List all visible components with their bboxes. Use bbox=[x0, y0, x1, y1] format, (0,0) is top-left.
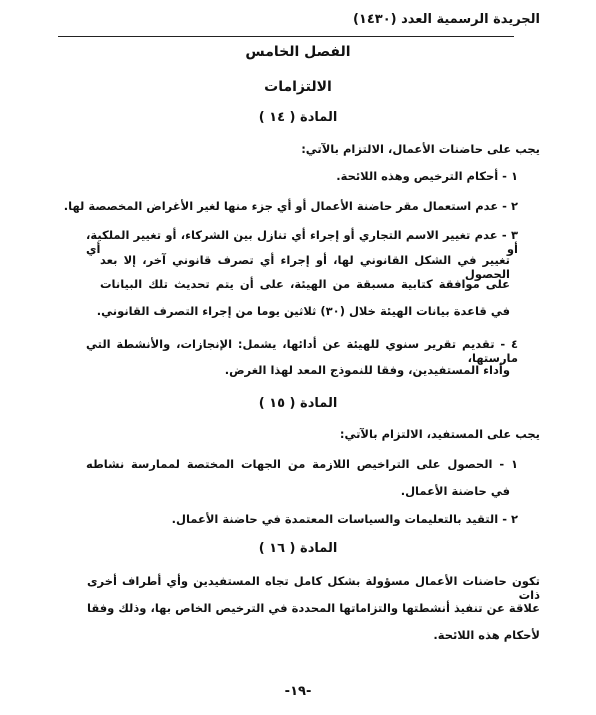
article-16-line-3: لأحكام هذه اللائحة. bbox=[433, 628, 540, 642]
article-14-item-3-line-4: في قاعدة بيانات الهيئة خلال (٣٠) ثلاثين يوما من إجراء التصرف القانوني. bbox=[96, 304, 510, 318]
article-14-item-4-line-1: ٤ - تقديم تقرير سنوي للهيئة عن أدائها، يشمل: الإنجازات، والأنشطة التي مارستها، bbox=[86, 337, 518, 365]
article-14-title: المادة ( ١٤ ) bbox=[258, 110, 338, 125]
article-15-item-2: ٢ - التقيد بالتعليمات والسياسات المعتمدة في حاضنة الأعمال. bbox=[171, 512, 518, 526]
article-16-line-1: تكون حاضنات الأعمال مسؤولة بشكل كامل تجاه المستفيدين وأي أطراف أخرى ذات bbox=[87, 574, 540, 602]
article-15-intro: يجب على المستفيد، الالتزام بالآتي: bbox=[339, 427, 540, 441]
article-16-title: المادة ( ١٦ ) bbox=[258, 541, 338, 556]
article-15-title: المادة ( ١٥ ) bbox=[258, 396, 338, 411]
chapter-title: الفصل الخامس bbox=[245, 44, 351, 60]
article-14-intro: يجب على حاضنات الأعمال، الالتزام بالآتي: bbox=[301, 142, 540, 156]
article-15-item-1-line-2: في حاضنة الأعمال. bbox=[400, 484, 510, 498]
header-divider bbox=[58, 36, 514, 37]
page-number: -١٩- bbox=[284, 684, 312, 699]
article-14-item-2: ٢ - عدم استعمال مقر حاضنة الأعمال أو أي جزء منها لغير الأغراض المخصصة لها. bbox=[63, 199, 518, 213]
article-14-item-4-line-2: وأداء المستفيدين، وفقا للنموذج المعد لهذا الغرض. bbox=[224, 363, 510, 377]
article-16-line-2: علاقة عن تنفيذ أنشطتها والتزاماتها المحددة في الترخيص الخاص بها، وذلك وفقا bbox=[87, 601, 540, 615]
article-14-item-3-line-3: على موافقة كتابية مسبقة من الهيئة، على أن يتم تحديث تلك البيانات bbox=[100, 277, 510, 291]
article-15-item-1-line-1: ١ - الحصول على التراخيص اللازمة من الجهات المختصة لممارسة نشاطه bbox=[86, 457, 518, 471]
article-14-item-1: ١ - أحكام الترخيص وهذه اللائحة. bbox=[336, 169, 518, 183]
article-14-item-3-line-2: تغيير في الشكل القانوني لها، أو إجراء أي تصرف قانوني آخر، إلا بعد الحصول bbox=[100, 253, 510, 281]
gazette-header: الجريدة الرسمية العدد (١٤٣٠) bbox=[352, 12, 540, 27]
section-title: الالتزامات bbox=[264, 79, 332, 95]
article-14-item-3-line-1: ٣ - عدم تغيير الاسم التجاري أو إجراء أي تنازل بين الشركاء، أو تغيير الملكية، أو أي bbox=[86, 228, 518, 256]
